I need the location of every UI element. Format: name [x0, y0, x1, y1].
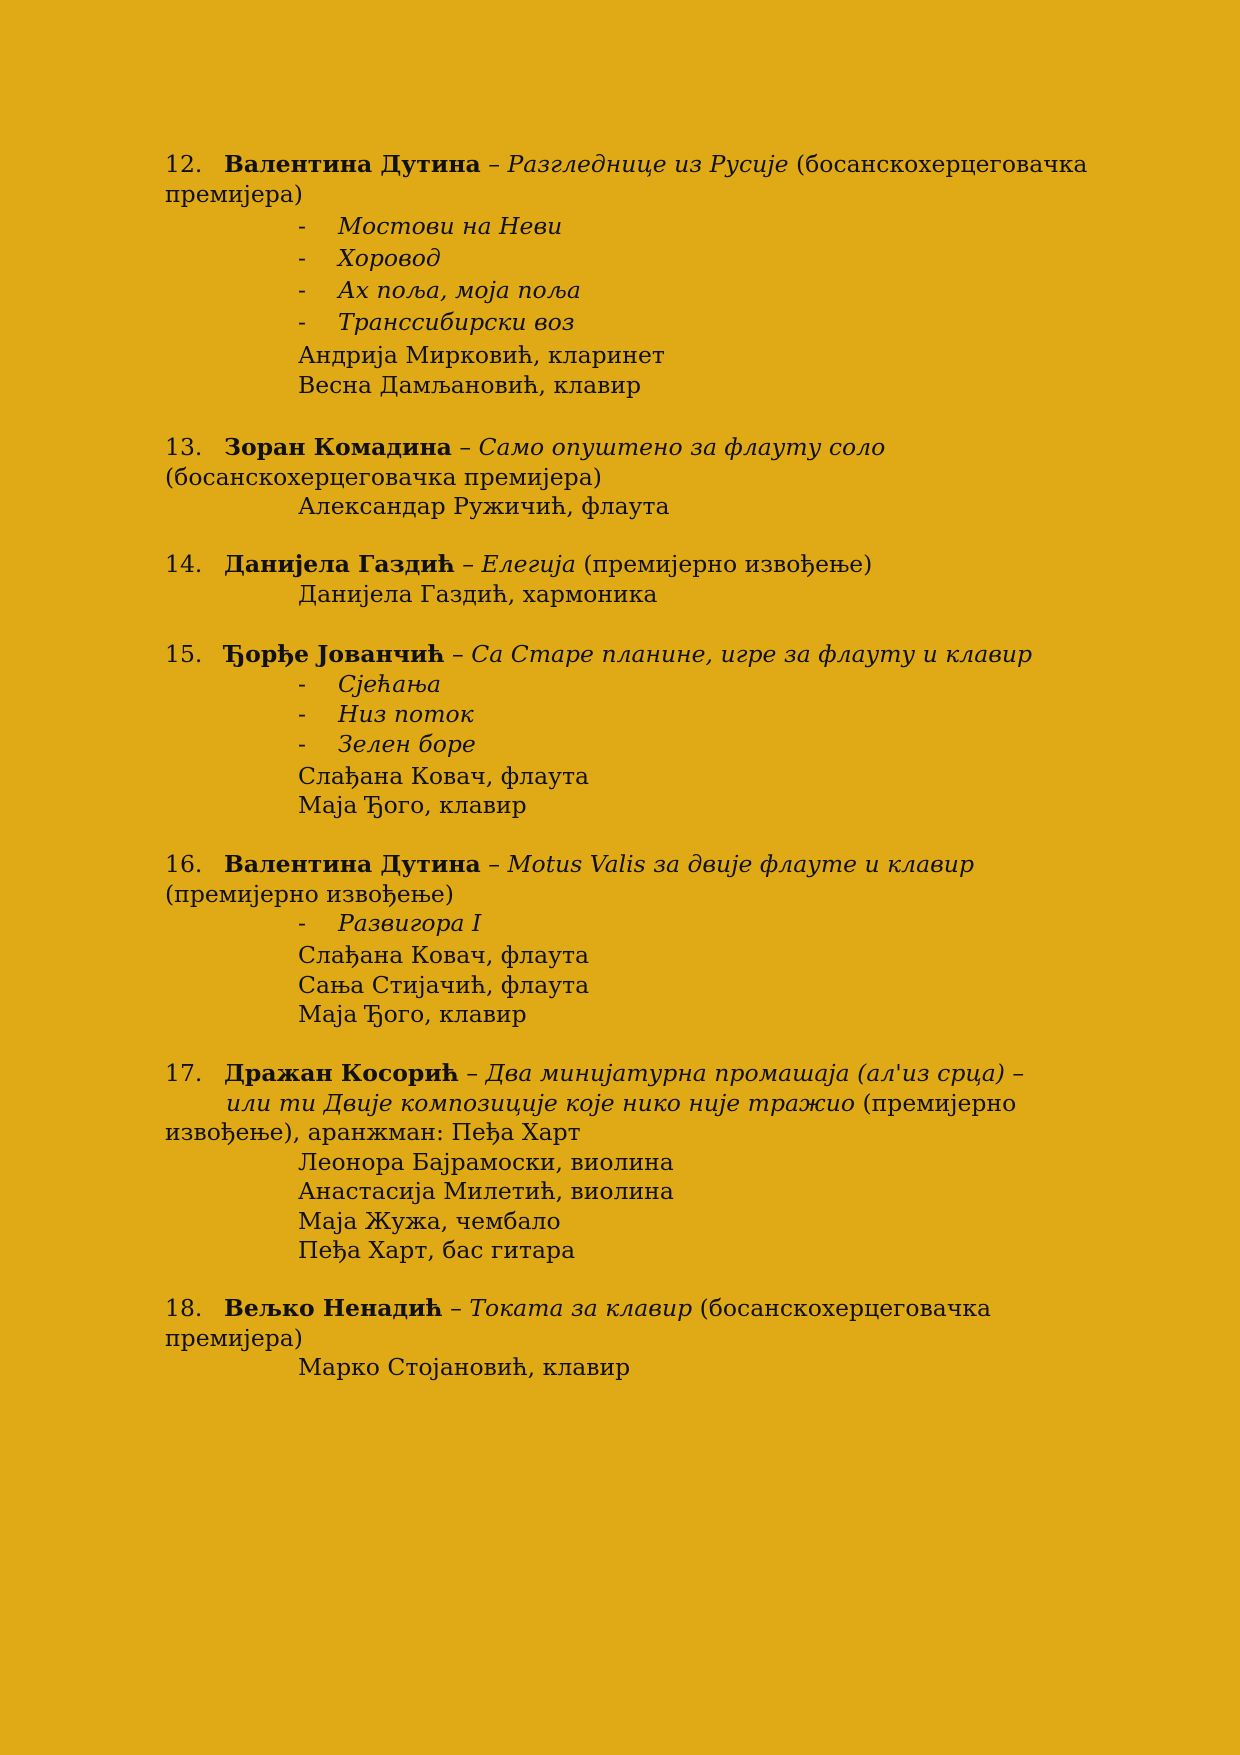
work-title: Елегија — [481, 550, 576, 578]
work-title: Токата за клавир — [469, 1294, 693, 1322]
work-title: Разгледнице из Русије — [507, 150, 789, 178]
movement-item: - Развигора I — [298, 909, 482, 938]
separator: – — [458, 1059, 486, 1087]
movement-item: - Мостови на Неви — [298, 212, 563, 241]
composer-name: Дражан Косорић — [224, 1059, 459, 1087]
movement-item: - Зелен боре — [298, 729, 476, 758]
program-item-18 — [165, 1294, 1095, 1383]
work-note: (премијерно — [855, 1088, 1017, 1117]
work-note-continued: извођење), аранжман: Пеђа Харт — [165, 1118, 581, 1146]
work-note-continued: премијера) — [165, 179, 303, 208]
performer: Слађана Ковач, флаута — [298, 761, 589, 790]
performer: Пеђа Харт, бас гитара — [298, 1236, 576, 1264]
program-item-12 — [165, 150, 1095, 400]
item-number: 12. — [165, 150, 203, 178]
work-note: (босанскохерцеговачка — [692, 1294, 992, 1322]
composer-name: Зоран Комадина — [224, 433, 452, 461]
work-note: (босанскохерцеговачка — [788, 150, 1088, 178]
movement-item: - Транссибирски воз — [298, 308, 575, 337]
separator: – — [454, 550, 482, 578]
work-title: Са Старе планине, игре за флауту и клавир — [471, 640, 1033, 668]
item-number: 16. — [165, 850, 203, 878]
performer: Данијела Газдић, хармоника — [298, 579, 658, 608]
performer: Слађана Ковач, флаута — [298, 941, 589, 969]
movement-item: - Низ поток — [298, 699, 474, 728]
work-note: (премијерно извођење) — [165, 879, 454, 908]
work-title: Motus Valis за двије флауте и клавир — [507, 850, 974, 878]
composer-name: Вељко Ненадић — [224, 1294, 443, 1322]
performer: Андрија Мирковић, кларинет — [298, 341, 665, 369]
work-title: Два минијатурна промашаја (ал'из срца) – — [485, 1059, 1025, 1087]
work-note: (босанскохерцеговачка премијера) — [165, 462, 602, 491]
composer-name: Данијела Газдић — [224, 550, 455, 578]
performer: Леонора Бајрамоски, виолина — [298, 1147, 674, 1176]
movement-item: - Ах поља, моја поља — [298, 276, 581, 305]
work-note: (премијерно извођење) — [575, 550, 873, 578]
movement-item: - Сјећања — [298, 669, 441, 698]
item-number: 17. — [165, 1059, 203, 1087]
separator: – — [480, 150, 508, 178]
separator: – — [480, 850, 508, 878]
composer-name: Валентина Дутина — [224, 850, 481, 878]
performer: Маја Ђого, клавир — [298, 1000, 527, 1028]
performer: Александар Ружичић, флаута — [298, 492, 670, 520]
composer-name: Валентина Дутина — [224, 150, 481, 178]
performer: Маја Ђого, клавир — [298, 791, 527, 819]
separator: – — [442, 1294, 470, 1322]
work-title-continued: или ти Двије композиције које нико није тражио — [226, 1088, 855, 1117]
separator: – — [444, 640, 472, 668]
performer: Сања Стијачић, флаута — [298, 970, 590, 999]
item-number: 14. — [165, 550, 203, 578]
performer: Весна Дамљановић, клавир — [298, 370, 642, 399]
program-item-13 — [165, 433, 1095, 522]
item-number: 15. — [165, 640, 203, 668]
program-item-16 — [165, 850, 1095, 1030]
performer: Марко Стојановић, клавир — [298, 1353, 631, 1381]
performer: Анастасија Милетић, виолина — [298, 1177, 674, 1205]
item-number: 13. — [165, 433, 203, 461]
movement-item: - Хоровод — [298, 244, 441, 273]
program-item-14 — [165, 550, 1095, 609]
performer: Маја Жужа, чембало — [298, 1206, 561, 1235]
work-title: Само опуштено за флауту соло — [478, 433, 886, 461]
program-item-15 — [165, 640, 1095, 821]
composer-name: Ђорђе Јованчић — [224, 640, 445, 668]
program-item-17 — [165, 1059, 1095, 1266]
item-number: 18. — [165, 1294, 203, 1322]
separator: – — [451, 433, 479, 461]
work-note-continued: премијера) — [165, 1323, 303, 1352]
